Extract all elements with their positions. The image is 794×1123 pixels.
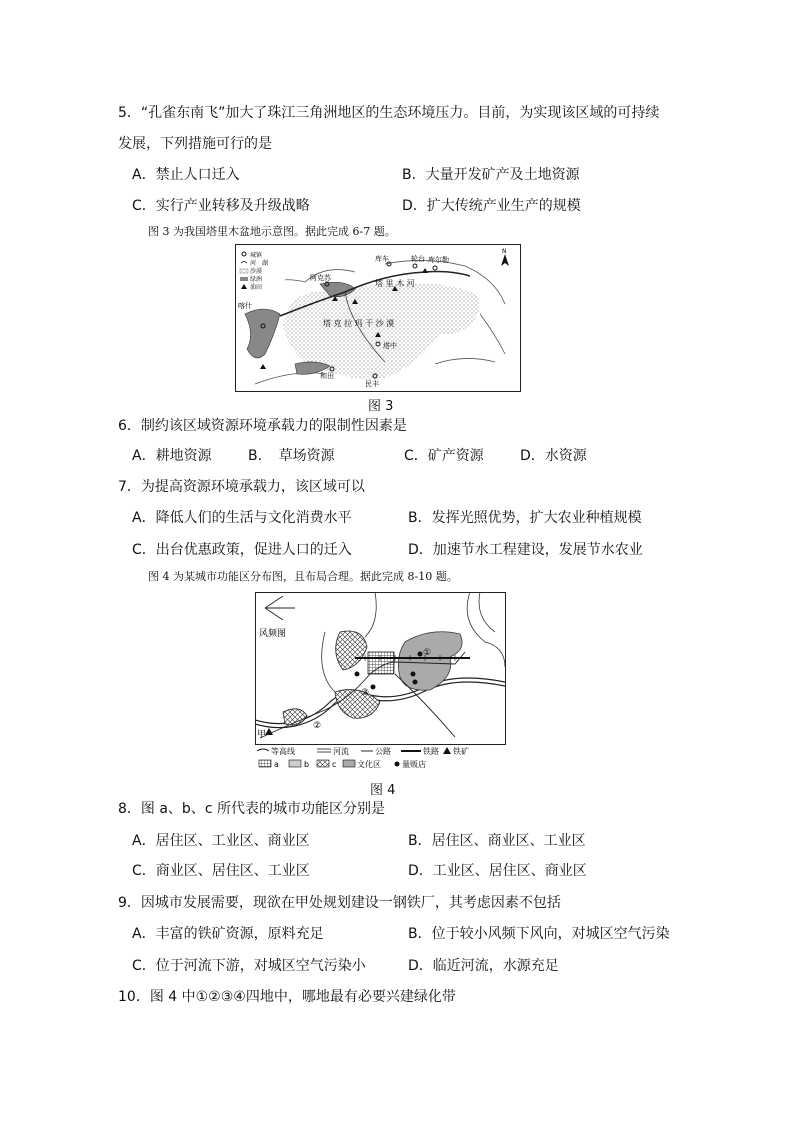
q7-stem: 7．为提高资源环境承载力，该区域可以 bbox=[118, 479, 365, 495]
q5-option-a: A．禁止人口迁入 bbox=[132, 167, 240, 183]
q7-option-d: D．加速节水工程建设，发展节水农业 bbox=[408, 542, 643, 558]
legend-oasis: 绿洲 bbox=[250, 276, 263, 283]
town-aksu: 阿克苏 bbox=[310, 274, 331, 282]
q10-stem: 10．图 4 中①②③④四地中，哪地最有必要兴建绿化带 bbox=[118, 989, 456, 1005]
fig4-intro: 图 4 为某城市功能区分布图，且布局合理。据此完成 8-10 题。 bbox=[148, 570, 458, 583]
legend-town: 城镇 bbox=[250, 252, 263, 259]
marker-3: ③ bbox=[361, 688, 370, 698]
q5-option-d: D．扩大传统产业生产的规模 bbox=[402, 198, 581, 214]
legend-oilfield: 油田 bbox=[250, 284, 263, 291]
town-tazhong: 塔中 bbox=[383, 342, 397, 350]
q7-option-c: C．出台优惠政策，促进人口的迁入 bbox=[132, 542, 352, 558]
q7-option-a: A．降低人们的生活与文化消费水平 bbox=[132, 510, 352, 526]
fig4-caption: 图 4 bbox=[370, 783, 396, 798]
legend-c: c bbox=[332, 760, 337, 769]
desert-label: 塔 克 拉 玛 干 沙 漠 bbox=[323, 319, 395, 328]
q9-option-d: D．临近河流，水源充足 bbox=[408, 958, 559, 974]
q9-option-c: C．位于河流下游，对城区空气污染小 bbox=[132, 958, 366, 974]
q5-option-b: B．大量开发矿产及土地资源 bbox=[402, 167, 580, 183]
legend-culture: 文化区 bbox=[357, 760, 381, 769]
town-kashgar: 喀什 bbox=[238, 302, 252, 310]
q9-stem: 9．因城市发展需要，现欲在甲处规划建设一钢铁厂，其考虑因素不包括 bbox=[118, 895, 561, 911]
fig3-caption: 图 3 bbox=[368, 399, 394, 414]
q6-option-a: A．耕地资源 bbox=[132, 448, 212, 464]
legend-a: a bbox=[274, 760, 279, 769]
q9-option-b: B．位于较小风频下风向，对城区空气污染 bbox=[408, 926, 670, 942]
town-minfeng: 民丰 bbox=[365, 380, 379, 388]
legend-contour: 等高线 bbox=[271, 747, 295, 756]
legend-river: 河流 bbox=[333, 747, 349, 756]
wind-rose-label: 风频图 bbox=[259, 629, 287, 639]
marker-2: ② bbox=[313, 721, 322, 731]
fig4-city-map bbox=[255, 592, 515, 778]
q8-option-d: D．工业区、居住区、商业区 bbox=[408, 863, 587, 879]
legend-railway: 铁路 bbox=[423, 747, 439, 756]
fig3-intro: 图 3 为我国塔里木盆地示意图。据此完成 6-7 题。 bbox=[148, 225, 396, 238]
q8-option-a: A．居住区、工业区、商业区 bbox=[132, 833, 310, 849]
q5-stem-line1: 5．“孔雀东南飞”加大了珠江三角洲地区的生态环境压力。目前，为实现该区域的可持续 bbox=[118, 105, 660, 121]
fig3-tarim-basin-map bbox=[235, 244, 521, 392]
marker-1: ① bbox=[423, 648, 432, 658]
legend-shop: 量贩店 bbox=[402, 760, 426, 769]
q6-option-d: D．水资源 bbox=[520, 448, 587, 464]
q8-option-c: C．商业区、居住区、工业区 bbox=[132, 863, 310, 879]
legend-desert: 沙漠 bbox=[250, 268, 263, 275]
legend-iron-mine: 铁矿 bbox=[453, 747, 469, 756]
river-label: 塔 里 木 河 bbox=[375, 279, 415, 288]
q6-option-c: C．矿产资源 bbox=[404, 448, 484, 464]
q9-option-a: A．丰富的铁矿资源，原料充足 bbox=[132, 926, 324, 942]
town-luntai: 轮台 bbox=[411, 255, 425, 263]
legend-river-lake: 河 湖 bbox=[250, 260, 269, 267]
town-hotan: 和田 bbox=[320, 372, 334, 380]
q6-option-b: B． 草场资源 bbox=[248, 448, 335, 464]
town-korla: 库尔勒 bbox=[428, 256, 449, 264]
q6-stem: 6．制约该区域资源环境承载力的限制性因素是 bbox=[118, 418, 407, 434]
site-jia: 甲 bbox=[257, 730, 267, 740]
q7-option-b: B．发挥光照优势，扩大农业种植规模 bbox=[408, 510, 642, 526]
q8-option-b: B．居住区、商业区、工业区 bbox=[408, 833, 586, 849]
north-label: N bbox=[502, 248, 507, 255]
legend-road: 公路 bbox=[375, 747, 391, 756]
q8-stem: 8．图 a、b、c 所代表的城市功能区分别是 bbox=[118, 801, 385, 817]
q5-option-c: C．实行产业转移及升级战略 bbox=[132, 198, 310, 214]
q5-stem-line2: 发展，下列措施可行的是 bbox=[118, 136, 272, 152]
town-kuqa: 库车 bbox=[375, 255, 389, 263]
legend-b: b bbox=[304, 760, 310, 769]
